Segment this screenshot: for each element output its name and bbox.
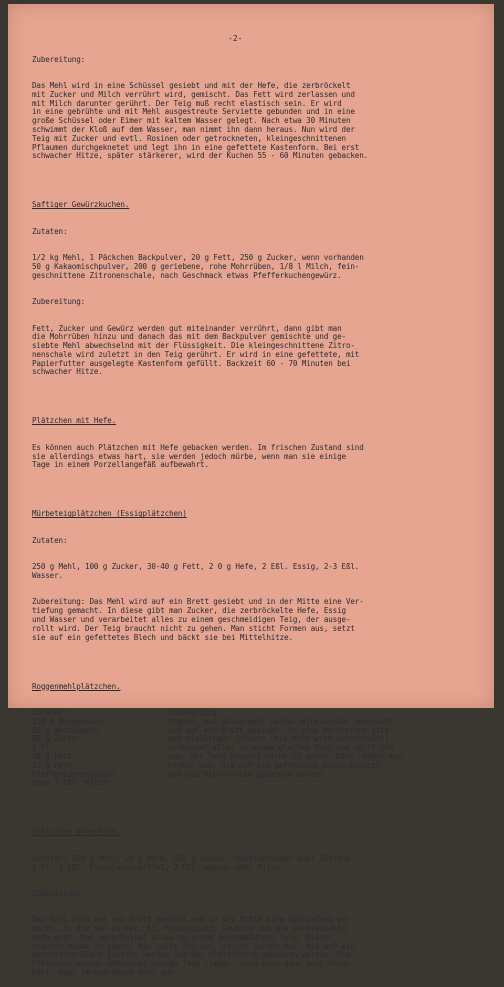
text-line: schwimmt der Kloß auf dem Wasser, man nimmt ihn dann heraus. Nun wird der — [32, 124, 355, 134]
text-line: große Schüssel oder Eimer mit kaltem Wasser gelegt. Nach etwa 30 Minuten — [32, 116, 351, 126]
text-line: 80 g Zucker — [32, 734, 81, 744]
text-line: Fett, Zucker und Gewürz werden gut miteinander verrührt, dann gibt man — [32, 323, 342, 333]
text-line: etwa 3 Eßl. Milch. — [32, 778, 112, 788]
text-line: Wasser. — [32, 571, 63, 581]
text-line: nenschale wird zuletzt in den Teig gerührt. Er wird in eine gefettete, mit — [32, 349, 360, 359]
text-line: 30 g Fett — [32, 751, 72, 761]
s5-left — [32, 709, 168, 788]
s2-lines — [32, 325, 484, 378]
text-line: die Mohrrüben hinzu und danach das mit dem Backpulver gemischte und ge- — [32, 332, 346, 342]
text-line: Zubereitung: Das Mehl wird auf ein Brett gesiebt und in der Mitte eine Ver- — [32, 597, 364, 607]
text-line: gefettetes Blech gesetzt werden und bei Mittelhitze gebacken werden. Die — [32, 950, 351, 960]
zubereitung-label: Zubereitung: — [32, 297, 86, 307]
text-line: geschnittene Zitronenschale, nach Geschmack etwas Pfefferkuchengewürz. — [32, 270, 342, 280]
text-line: 15 g Hefe — [32, 760, 72, 770]
text-line: Das Mehl wird auf ein Brett gesiebt und in der Mitte eine Vertiefung ge- — [32, 915, 351, 925]
text-line: Tage in einem Porzellangefäß aufbewahrt. — [32, 460, 209, 470]
text-line: 250 g Mehl, 100 g Zucker, 30-40 g Fett, 2 0 g Hefe, 2 Eßl. Essig, 2-3 Eßl. — [32, 562, 360, 572]
text-line: Formen aus, die auf ein gefettetes Blech gesetzt — [168, 760, 381, 770]
text-line: schwacher Hitze. — [32, 367, 103, 377]
text-line: 50 g Kakaomischpulver, 200 g geriebene, rohe Mohrrüben, 1/8 l Milch, fein- — [32, 261, 360, 271]
recipe-title: Saftiger Gewürzkuchen. — [32, 200, 130, 210]
text-line: Papierfutter ausgelegte Kastenform gefüllt. Backzeit 60 - 70 Minuten bei — [32, 358, 351, 368]
text-line: Plätzchen müssen unbedingt einige Tage liegen, sind auch dann noch etwas — [32, 959, 351, 969]
two-column-block — [32, 709, 484, 788]
text-line: 150 g Roggenmehl — [32, 716, 103, 726]
text-line: Hefe gibt. Man verarbeitet alles zu einem geschmeidigen Teig. Dieser — [32, 932, 333, 942]
section-heading: Zubereitung: — [32, 54, 86, 64]
s4-lines — [32, 598, 484, 642]
text-line: und bei Mittelhitze gebacken werden. — [168, 769, 328, 779]
text-line: man dieübrigen Zutaten (die Hefe wird zerbröckelt) — [168, 734, 390, 744]
text-line: rollt wird. Der Teig braucht nicht zu gehen. Man sticht Formen aus, setzt — [32, 623, 355, 633]
text-line: Zutaten: 250 g Mehl, 20 g Hefe, 125 g Zucker, Vanillezucker oder Zitrone, — [32, 853, 355, 863]
zutaten-label: Zutaten: — [32, 535, 68, 545]
text-line: und Wasser und verarbeitet alles zu einem geschmeidigen Teig, der ausge- — [32, 615, 351, 624]
text-line: Das Mehl wird in eine Schüssel gesiebt und mit der Hefe, die zerbröckelt — [32, 80, 351, 90]
text-line: hart, aber im Geschmack sehr gut. — [32, 968, 178, 978]
recipe-title: Roggenmehlplätzchen. — [32, 681, 121, 691]
text-line: 1 Ei, 1 Eßl. Eiaustauschmittel, 2 Eßl. Wasser oder Milch. — [32, 862, 285, 872]
text-line: mit Milch darunter gerührt. Der Teig muß recht elastisch sein. Er wird — [32, 98, 342, 108]
text-line: und auf ein Brett gesiebt. In eine Vertiefung gibt — [168, 725, 390, 735]
text-line: Pflaumen durchgeknetet und legt ihn in eine gefettete Kastenform. Bei erst — [32, 142, 360, 152]
s6-ingredients — [32, 855, 484, 873]
text-line: 1 Ei — [32, 743, 50, 753]
text-line: Pfefferkuchengewürz — [32, 769, 117, 779]
text-line: schwacher Hitze, später stärkerer, wird der Kuchen 55 - 60 Minuten gebacken. — [32, 151, 369, 161]
recipe-title: Mürbeteigplätzchen (Essigplätzchen) — [32, 509, 187, 519]
text-line: sie allerdings etwas hart, sie werden jedoch mürbe, wenn man sie einige — [32, 451, 346, 461]
text-line: 1/2 kg Mehl, 1 Päckchen Backpulver, 20 g Fett, 250 g Zucker, wenn vorhanden — [32, 253, 364, 263]
zubereitung-label: Zubereitung: — [32, 888, 86, 898]
s5-right — [168, 709, 484, 788]
zutaten-label: Zutaten: — [32, 226, 68, 236]
text-line: Teig mit Zucker und evtl. Rosinen oder getrockneten, kleingeschnittenen — [32, 133, 346, 143]
text-line: siebte Mehl abwechselnd mit der Flüssigkeit. Die kleingeschnittene Zitro- — [32, 341, 355, 351]
recipe-title: Plätzchen mit Hefe. — [32, 416, 117, 426]
page-number: -2- — [228, 34, 243, 43]
s1-lines — [32, 82, 484, 161]
text-line — [168, 779, 484, 788]
text-line: verknetet alles zu einem glatten Teig und rollt ihn — [168, 743, 394, 753]
text-line: Roggen- und Weizenmehl werden miteinander vermischt — [168, 716, 394, 726]
text-line: tiefung gemacht. In diese gibt man Zucker, die zerbröckelte Hefe, Essig — [32, 606, 346, 616]
text-line: Es können auch Plätzchen mit Hefe gebacken werden. Im frischen Zustand sind — [32, 442, 364, 452]
s6-lines — [32, 916, 484, 978]
text-line: Zubereitung: — [168, 707, 222, 717]
text-line: braucht nicht zu gehen. Man rollt ihn aus, sticht Formen aus, die auf ein — [32, 941, 355, 951]
text-line: in eine gebrühte und mit Mehl ausgestreute Serviette gebunden und in eine — [32, 107, 355, 117]
text-line: macht, in die man Zucker, Ei, Flüssigkeit, Gewürze und die zerbröckelte — [32, 924, 346, 934]
recipe-title: Plätzchen ohne Fett. — [32, 827, 121, 837]
document-body — [32, 38, 484, 987]
s2-ingredients — [32, 254, 484, 280]
s3-lines — [32, 444, 484, 470]
text-line: Zutaten: — [32, 707, 68, 717]
text-line: 50 g Weizenmehl — [32, 725, 99, 735]
text-line: mit Zucker und Milch verrührt wird, gemischt. Das Fett wird zerlassen und — [32, 89, 355, 99]
s4-ingredients — [32, 563, 484, 581]
text-line: sie auf ein gefettetes Blech und bäckt sie bei Mittelhitze. — [32, 632, 293, 642]
text-line: aus. Der Teig braucht nicht zu gehen. Dann rädert man — [168, 751, 403, 761]
